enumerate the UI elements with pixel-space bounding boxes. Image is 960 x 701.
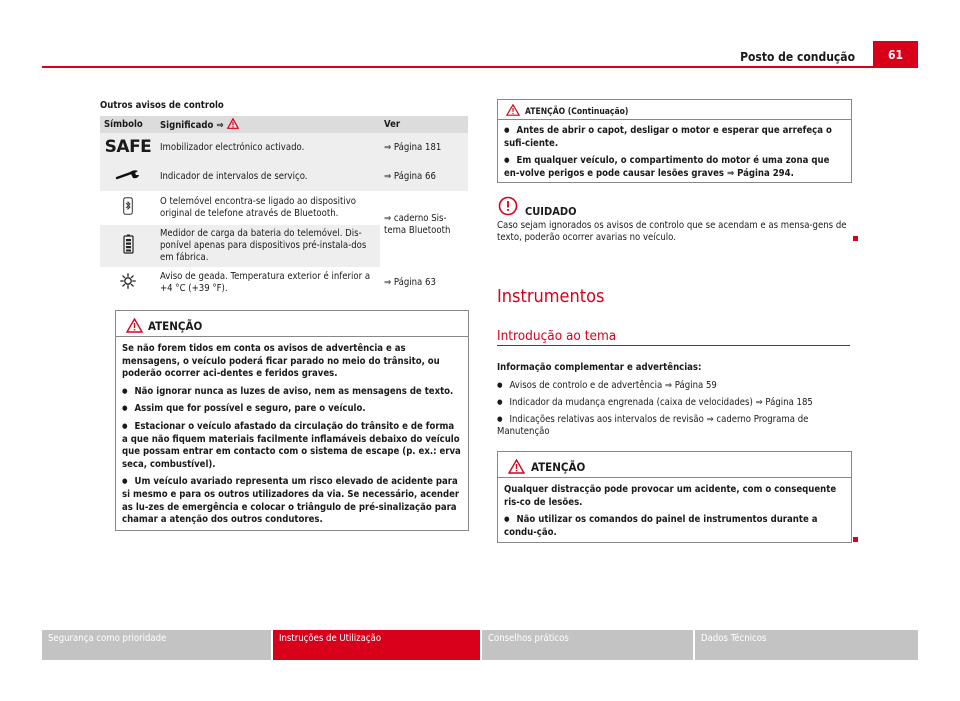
warning-continued-header bbox=[498, 100, 851, 120]
column-header-symbol: Símbolo bbox=[100, 116, 156, 133]
warning-bullet: ● Em qualquer veículo, o compartimento do motor é uma zona que en-volve perigos e pode causar lesões graves ⇒ Página 294. bbox=[504, 155, 845, 180]
column-header-ref: Ver bbox=[380, 116, 468, 133]
warning-title: ATENÇÃO bbox=[531, 460, 586, 474]
footer-tab-safety[interactable]: Segurança como prioridade bbox=[42, 630, 271, 660]
caution-title: CUIDADO bbox=[525, 205, 577, 218]
warning-intro: Se não forem tidos em conta os avisos de advertência e as mensagens, o veículo poderá ficar parado no meio do trânsito, ou poderão ocorrer aci-dentes e feridos graves. bbox=[122, 343, 440, 380]
footer-tab-technical-data[interactable]: Dados Técnicos bbox=[695, 630, 918, 660]
section-title: Instrumentos bbox=[497, 286, 605, 307]
warning-box-2-header bbox=[498, 452, 851, 478]
symbol-cell bbox=[100, 133, 156, 163]
info-bullet: ● Indicador da mudança engrenada (caixa de velocidades) ⇒ Página 185 bbox=[497, 397, 847, 409]
subsection-title: Introdução ao tema bbox=[497, 328, 617, 344]
table-row bbox=[100, 133, 468, 163]
warning-continued-body bbox=[498, 120, 851, 188]
ref-cell: ⇒ Página 66 bbox=[380, 163, 468, 191]
symbol-cell bbox=[100, 225, 156, 267]
meaning-cell: O telemóvel encontra-se ligado ao dispositivo original de telefone através de Bluetooth. bbox=[156, 191, 380, 225]
ref-cell: ⇒ caderno Sis-tema Bluetooth bbox=[380, 191, 468, 267]
symbol-cell bbox=[100, 267, 156, 299]
warning-body bbox=[116, 337, 468, 535]
warning-box-header bbox=[116, 311, 468, 337]
bluetooth-phone-icon bbox=[123, 197, 133, 215]
table-row bbox=[100, 163, 468, 191]
meaning-cell: Imobilizador electrónico activado. bbox=[156, 133, 380, 163]
warning-box-2 bbox=[497, 451, 852, 543]
end-marker bbox=[853, 236, 858, 241]
ref-cell: ⇒ Página 181 bbox=[380, 133, 468, 163]
safe-immobilizer-icon: SAFE bbox=[104, 136, 152, 157]
warning-continued-title: ATENÇÃO (Continuação) bbox=[525, 107, 629, 117]
meaning-cell: Indicador de intervalos de serviço. bbox=[156, 163, 380, 191]
warning-bullet: ● Não ignorar nunca as luzes de aviso, nem as mensagens de texto. bbox=[122, 386, 462, 399]
table-title: Outros avisos de controlo bbox=[100, 100, 224, 111]
control-symbols-table bbox=[100, 116, 468, 299]
caution-icon bbox=[498, 196, 518, 216]
info-bullet: ● Avisos de controlo e de advertência ⇒ Página 59 bbox=[497, 380, 847, 392]
end-marker bbox=[853, 537, 858, 542]
wrench-icon bbox=[115, 169, 141, 181]
info-bullet: ● Indicações relativas aos intervalos de revisão ⇒ caderno Programa de Manutenção bbox=[497, 414, 847, 439]
table-row bbox=[100, 191, 468, 225]
table-header-row bbox=[100, 116, 468, 133]
warning-bullet: ● Assim que for possível e seguro, pare o veículo. bbox=[122, 403, 462, 416]
warning-bullet: ● Antes de abrir o capot, desligar o motor e esperar que arrefeça o sufi-ciente. bbox=[504, 125, 845, 150]
warning-bullet: ● Um veículo avariado representa um risco elevado de acidente para si mesmo e para os outros utilizadores da via. Se necessário, acender as lu-zes de emergência e colocar o triângulo de pré-sinalização para chamar a atenção dos outros condutores. bbox=[122, 476, 462, 526]
warning-triangle-icon bbox=[508, 459, 525, 474]
warning-continued-box bbox=[497, 99, 852, 183]
symbol-cell bbox=[100, 191, 156, 225]
phone-battery-icon bbox=[123, 234, 134, 254]
page-header-title: Posto de condução bbox=[740, 50, 855, 64]
footer-tab-instructions[interactable]: Instruções de Utilização bbox=[273, 630, 480, 660]
warning-title: ATENÇÃO bbox=[148, 319, 203, 333]
symbol-cell bbox=[100, 163, 156, 191]
meaning-cell: Aviso de geada. Temperatura exterior é inferior a +4 °C (+39 °F). bbox=[156, 267, 380, 299]
warning-triangle-icon bbox=[227, 118, 239, 129]
warning-triangle-icon bbox=[506, 104, 520, 116]
meaning-cell: Medidor de carga da bateria do telemóvel. Dis-ponível apenas para dispositivos pré-instala-dos em fábrica. bbox=[156, 225, 380, 267]
table-row bbox=[100, 267, 468, 299]
warning-bullet: ● Não utilizar os comandos do painel de instrumentos durante a condu-ção. bbox=[504, 514, 845, 539]
warning-triangle-icon bbox=[126, 318, 143, 333]
header-rule bbox=[42, 66, 918, 68]
subsection-rule bbox=[497, 345, 850, 346]
caution-text: Caso sejam ignorados os avisos de controlo que se acendam e as mensa-gens de texto, poderão ocorrer avarias no veículo. bbox=[497, 220, 847, 244]
warning-intro: Qualquer distracção pode provocar um acidente, com o consequente ris-co de lesões. bbox=[504, 484, 837, 508]
frost-icon bbox=[120, 273, 136, 289]
footer-tab-practical-tips[interactable]: Conselhos práticos bbox=[482, 630, 693, 660]
info-heading: Informação complementar e advertências: bbox=[497, 362, 702, 373]
column-header-meaning: Significado ⇒ bbox=[156, 116, 380, 133]
warning-box bbox=[115, 310, 469, 531]
warning-bullet: ● Estacionar o veículo afastado da circulação do trânsito e de forma a que não fiquem materiais facilmente inflamáveis debaixo do veículo que possam entrar em contacto com o sistema de escape (p. ex.: erva seca, combustível). bbox=[122, 421, 462, 471]
warning-body bbox=[498, 478, 851, 547]
ref-cell: ⇒ Página 63 bbox=[380, 267, 468, 299]
page-number: 61 bbox=[873, 41, 918, 68]
